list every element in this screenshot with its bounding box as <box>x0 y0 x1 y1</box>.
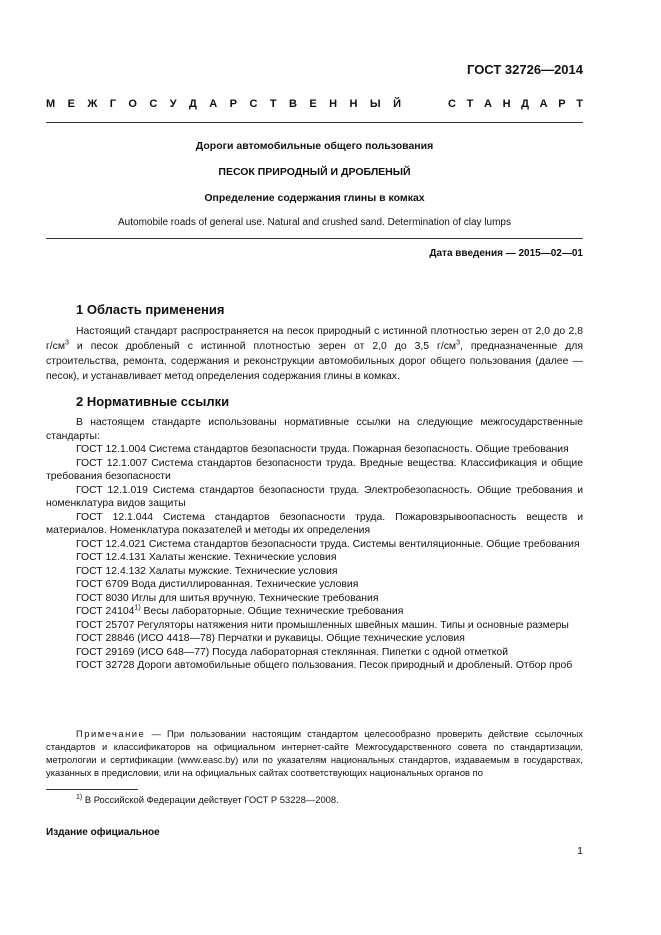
reference-item: ГОСТ 12.1.007 Система стандартов безопасности труда. Вредные вещества. Классификация и общие требования безопасности <box>46 457 583 482</box>
s1-text-a: Настоящий стандарт распространяется на песок природный с истинной плотностью зерен от 2,0 до 2,8 г/см <box>46 326 583 352</box>
banner-letter: Т <box>269 98 277 110</box>
note-text: — При пользовании настоящим стандартом целесообразно проверить действие ссылочных стандартов и классификаторов на официальном интернет-сайте Межгосударственного совета по стандартизации, метрологии и сертификации (www.easc.by) или по указателям национальных стандартов, издаваемым в государствах, указанных в предисловии, или на официальных сайтах соответствующих национальных органов по <box>46 728 583 778</box>
standard-banner <box>46 98 583 110</box>
title-rule <box>46 238 583 239</box>
reference-item: ГОСТ 12.4.021 Система стандартов безопасности труда. Системы вентиляционные. Общие требования <box>76 538 580 550</box>
banner-letter: Т <box>466 98 474 110</box>
references-list-2 <box>46 619 583 673</box>
banner-letter: А <box>539 98 548 110</box>
footnote <box>76 794 339 805</box>
section-1-text <box>46 324 583 384</box>
banner-letter: С <box>149 98 158 110</box>
note-block <box>46 727 583 779</box>
banner-letter: У <box>169 98 177 110</box>
document-code: ГОСТ 32726—2014 <box>467 62 583 77</box>
banner-letter: В <box>288 98 297 110</box>
ref-24104-footnote-mark: 1) <box>134 604 141 612</box>
reference-item: ГОСТ 28846 (ИСО 4418—78) Перчатки и рукавицы. Общие технические условия <box>76 633 465 644</box>
reference-item: ГОСТ 32728 Дороги автомобильные общего пользования. Песок природный и дробленый. Отбор проб <box>76 660 573 671</box>
s1-sup-1: 3 <box>65 339 69 347</box>
footnote-text: В Российской Федерации действует ГОСТ Р 53228—2008. <box>82 794 339 805</box>
page-number: 1 <box>577 845 583 857</box>
footnote-rule <box>46 789 138 790</box>
banner-letter: С <box>249 98 258 110</box>
note-label: Примечание <box>76 728 146 739</box>
banner-letter: Й <box>393 98 401 110</box>
header-rule-top <box>46 122 583 123</box>
s1-sup-2: 3 <box>456 339 460 347</box>
edition-label: Издание официальное <box>46 827 160 838</box>
section-2-heading: 2 Нормативные ссылки <box>76 394 230 409</box>
reference-item: ГОСТ 12.1.019 Система стандартов безопасности труда. Электробезопасность. Общие требования и номенклатура видов защиты <box>46 484 583 509</box>
banner-letter: М <box>46 98 56 110</box>
reference-item: ГОСТ 6709 Вода дистиллированная. Технические условия <box>76 579 359 590</box>
ref-24104-code: ГОСТ 24104 <box>76 606 135 617</box>
banner-letter: А <box>483 98 492 110</box>
ref-24104 <box>46 605 583 619</box>
title-english: Automobile roads of general use. Natural and crushed sand. Determination of clay lumps <box>118 217 511 228</box>
banner-letter: Ж <box>87 98 98 110</box>
s1-text-b: и песок дробленый с истинной плотностью зерен от 2,0 до 3,5 г/см <box>68 341 457 352</box>
banner-letter: Д <box>521 98 529 110</box>
s1-text-c: , предназначенные для строительства, ремонта, содержания и реконструкции автомобильных дорог общего пользования (далее — песок), и устанавливает метод определения содержания глины в комках. <box>46 341 583 382</box>
section-1-heading: 1 Область применения <box>76 302 225 317</box>
reference-item: ГОСТ 12.4.131 Халаты женские. Технические условия <box>76 552 337 563</box>
references-list <box>46 443 583 605</box>
banner-word-interstate <box>46 98 401 110</box>
reference-item: ГОСТ 12.1.004 Система стандартов безопасности труда. Пожарная безопасность. Общие требования <box>76 444 569 455</box>
ref-24104-title: Весы лабораторные. Общие технические требования <box>140 606 404 617</box>
banner-letter: Н <box>349 98 358 110</box>
banner-letter: Н <box>502 98 511 110</box>
banner-letter: С <box>448 98 456 110</box>
title-line-3: Определение содержания глины в комках <box>204 192 425 204</box>
reference-item: ГОСТ 25707 Регуляторы натяжения нити промышленных швейных машин. Типы и основные размеры <box>76 619 569 631</box>
introduction-date: Дата введения — 2015—02—01 <box>429 248 583 259</box>
footnote-mark: 1) <box>76 793 83 801</box>
banner-letter: Е <box>67 98 75 110</box>
banner-letter: Р <box>229 98 238 110</box>
banner-letter: Г <box>109 98 116 110</box>
reference-item: ГОСТ 12.1.044 Система стандартов безопасности труда. Пожаровзрывоопасность веществ и материалов. Номенклатура показателей и методы их определения <box>46 511 583 536</box>
banner-letter: Н <box>329 98 338 110</box>
banner-letter: Е <box>309 98 317 110</box>
reference-item: ГОСТ 29169 (ИСО 648—77) Посуда лабораторная стеклянная. Пипетки с одной отметкой <box>76 646 509 658</box>
banner-word-standard <box>448 98 583 110</box>
s2-intro: В настоящем стандарте использованы нормативные ссылки на следующие межгосударственные стандарты: <box>46 417 583 442</box>
banner-letter: Т <box>576 98 583 110</box>
title-line-2: ПЕСОК ПРИРОДНЫЙ И ДРОБЛЕНЫЙ <box>218 166 411 178</box>
banner-letter: Ы <box>369 98 381 110</box>
section-2-text <box>46 416 583 673</box>
reference-item: ГОСТ 8030 Иглы для шитья вручную. Технические требования <box>76 592 379 604</box>
banner-letter: А <box>209 98 218 110</box>
banner-letter: Р <box>558 98 566 110</box>
banner-letter: О <box>128 98 137 110</box>
banner-letter: Д <box>189 98 197 110</box>
title-line-1: Дороги автомобильные общего пользования <box>195 140 434 152</box>
reference-item: ГОСТ 12.4.132 Халаты мужские. Технические условия <box>76 565 338 577</box>
